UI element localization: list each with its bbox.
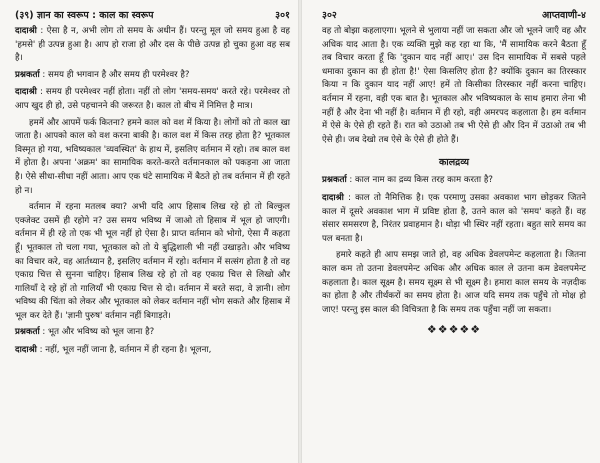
paragraph-text: : नहीं, भूल नहीं जाना है, वर्तमान में ही रहना है। भूलना, [36, 345, 212, 356]
paragraph-text: : समय ही भगवान है और समय ही परमेश्वर है? [39, 69, 190, 80]
right-page [300, 0, 600, 463]
left-page-number: ३०१ [275, 10, 290, 21]
right-page-body [322, 25, 586, 336]
body-paragraph [15, 86, 290, 113]
left-page-body [15, 25, 290, 358]
paragraph-text: वह तो बोझा कहलाएगा। भूलने से भुलाया नहीं जा सकता और जो भूलने जाएँ वह और अधिक याद आता है। एक व्यक्ति मुझे कह रहा था कि, 'मैं सामायिक करने बैठता हूँ तब विचार करता हूँ कि 'दुकान याद नहीं आए।' उस दिन सामायिक में सबसे पहले धमाका दुकान का ही होता है!' ऐसा किसलिए होता है? क्योंकि दुकान का तिरस्कार किया न कि दुकान याद नहीं आए! हमें तो किसीका तिरस्कार नहीं करना चाहिए। वर्तमान में रहना, वही एक बात है। भूतकाल और भविष्यकाल के साथ हमारा लेना भी नहीं है और देना भी नहीं है। वर्तमान में ही रहो, वही अमरपद कहलाता है। हम वर्तमान में ऐसे के ऐसे ही रहते हैं। रात को उठाओ तब भी ऐसे ही और दिन में उठाओ तब भी ऐसे ही। जब देखो तब ऐसे के ऐसे ही होते हैं। [322, 26, 586, 145]
speaker-label: दादाश्री [322, 192, 344, 203]
speaker-label: प्रश्नकर्ता [15, 327, 40, 338]
speaker-label: दादाश्री [15, 345, 37, 356]
paragraph-text: वर्तमान में रहना मतलब क्या? अभी यदि आप हिसाब लिख रहे हो तो बिल्कुल एक्जेक्ट उसमें ही रहोगे न? उस समय भविष्य में जाओ तो हिसाब में भूल हो जाएगी। वर्तमान में ही रहे तो एक भी भूल नहीं हो ऐसा है। प्राप्त वर्तमान को भोगो, ऐसा मैं कहता हूँ। भूतकाल तो चला गया, भूतकाल को तो ये बुद्धिशाली भी नहीं उखाड़ते। और भविष्य का विचार करे, वह आर्तध्यान है, इसलिए वर्तमान में रहो। वर्तमान में सत्संग होता है तो वह एकाग्र चित्त से सुनना चाहिए। हिसाब लिख रहे हो तो वह एकाग्र चित्त से लिखो और गालियाँ दे रहे हों तो गालियाँ भी एकाग्र चित्त से दो। वर्तमान में बरते सदा, वे ज्ञानी। लोग भविष्य की चिंता को लेकर और भूतकाल को लेकर वर्तमान नहीं भोग सकते और हिसाब में भूल कर देते हैं। 'ज्ञानी पुरुष' वर्तमान नहीं बिगाड़ते। [15, 202, 290, 321]
body-paragraph [15, 201, 290, 323]
body-paragraph [322, 25, 586, 147]
paragraph-text: : काल तो नैमित्तिक है। एक परमाणु उसका अवकाश भाग छोड़कर जितने काल में दूसरे अवकाश भाग में प्रविष्ट होता है, उतने काल को 'समय' कहते हैं। वह संसार समसरण है, निरंतर प्रवाहमान है। थोड़ा भी स्थिर नहीं रहता। बहुत सारे समय का पल बनता है। [322, 192, 586, 244]
left-header-title: (३९) ज्ञान का स्वरूप : काल का स्वरूप [15, 10, 154, 21]
body-paragraph [15, 25, 290, 66]
question-paragraph [15, 326, 290, 340]
speaker-label: प्रश्नकर्ता [322, 175, 347, 186]
question-paragraph [15, 69, 290, 83]
body-paragraph [322, 192, 586, 246]
paragraph-text: हमारे कहते ही आप समझ जाते हो, वह अधिक डेवलपमेन्ट कहलाता है। जितना काल कम तो उतना डेवलपमेन्ट अधिक और अधिक काल ले उतना कम डेवलपमेन्ट कहलाता है। काल सूक्ष्म है। समय सूक्ष्म से भी सूक्ष्म है। हमारा काल समय के नज़दीक का होता है और तीर्थंकरों का समय होता है। आज यदि समय तक पहुँचे तो मोक्ष हो जाए! परन्तु इस काल की विचित्रता है कि समय तक पहुँचा नहीं जा सकता। [322, 250, 586, 315]
left-page-header [15, 8, 290, 21]
section-end-ornament: ❖❖❖❖❖ [426, 323, 482, 337]
right-page-header [322, 8, 586, 21]
speaker-label: प्रश्नकर्ता [15, 69, 40, 80]
speaker-label: दादाश्री [15, 26, 37, 36]
body-paragraph [15, 117, 290, 199]
body-paragraph [15, 344, 290, 358]
body-paragraph [322, 249, 586, 317]
paragraph-text: हममें और आपमें फर्क कितना? हमने काल को वश में किया है। लोगों को तो काल खा जाता है। आपको काल को वश करना बाकी है। काल वश में किस तरह होता है? भूतकाल विस्मृत हो गया, भविष्यकाल 'व्यवस्थित' के हाथ में, इसलिए वर्तमान में रहो। तब काल वश में होता है। अपना 'अक्रम' का सामायिक करते-करते वर्तमानकाल को पकड़ना आ जाता है। ऐसे सीधा-सीधा नहीं आता। आप एक घंटे सामायिक में बैठते हो तब वर्तमान में ही रहते हो न। [15, 117, 290, 196]
right-header-title: आप्तवाणी-४ [541, 10, 586, 21]
question-paragraph [322, 174, 586, 188]
paragraph-text: : ऐसा है न, अभी लोग तो समय के अधीन हैं। परन्तु मूल जो समय हुआ है वह 'हमसे' ही उत्पन्न हुआ है। आप हो राजा हो और दस के पीछे उत्पन्न हो चुका हुआ वह सब है। [15, 26, 290, 64]
paragraph-text: : समय ही परमेश्वर नहीं होता। नहीं तो लोग 'समय-समय' करते रहे। परमेश्वर तो आप खुद ही हो, उसे पहचानने की जरूरत है। काल तो बीच में निमित्त है मात्र। [15, 87, 290, 111]
paragraph-text: : काल नाम का द्रव्य किस तरह काम करता है? [346, 175, 493, 186]
section-title: कालद्रव्य [438, 157, 469, 169]
right-page-number: ३०२ [322, 10, 337, 21]
paragraph-text: : भूत और भविष्य को भूल जाना है? [39, 327, 155, 338]
speaker-label: दादाश्री [15, 87, 37, 98]
